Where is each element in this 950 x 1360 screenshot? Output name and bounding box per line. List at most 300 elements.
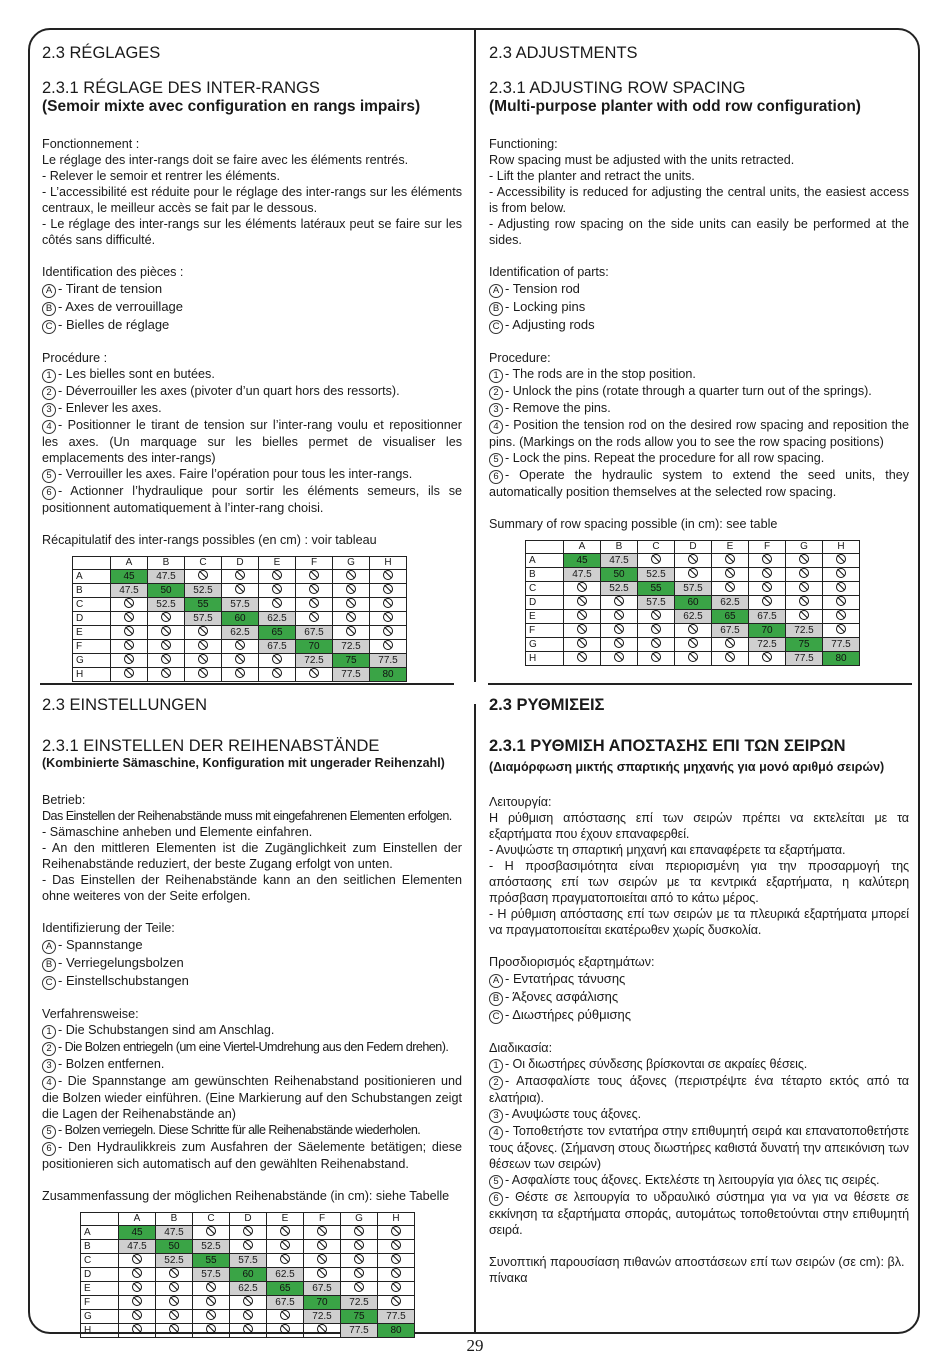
table-row bbox=[526, 624, 860, 638]
part-label: - Spannstange bbox=[58, 937, 143, 952]
functioning-line: - Relever le semoir et rentrer les éléments. bbox=[42, 169, 280, 183]
table-cell-unavailable bbox=[341, 1240, 378, 1254]
table-row bbox=[526, 554, 860, 568]
part-item bbox=[42, 316, 462, 334]
table-row-header: A bbox=[73, 570, 111, 584]
table-column-header: B bbox=[156, 1213, 193, 1226]
prohibited-icon bbox=[317, 1240, 327, 1250]
prohibited-icon bbox=[124, 612, 134, 622]
table-cell-possible: 62.5 bbox=[222, 626, 259, 640]
functioning-line: Le réglage des inter-rangs doit se faire avec les éléments rentrés. bbox=[42, 153, 409, 167]
procedure-step bbox=[489, 450, 909, 467]
procedure-step-text: - Operate the hydraulic system to extend the seed units, they automatically position themselves at the selected row spacing. bbox=[489, 468, 909, 499]
table-cell-unavailable bbox=[259, 668, 296, 682]
table-cell-unavailable bbox=[675, 554, 712, 568]
table-cell-unavailable bbox=[638, 638, 675, 652]
prohibited-icon bbox=[688, 624, 698, 634]
table-column-header: C bbox=[638, 541, 675, 554]
prohibited-icon bbox=[235, 668, 245, 678]
circled-number-icon: 4 bbox=[489, 1126, 503, 1140]
table-cell-unavailable bbox=[119, 1268, 156, 1282]
table-corner-cell bbox=[526, 541, 564, 554]
procedure-step bbox=[489, 1123, 909, 1172]
prohibited-icon bbox=[577, 596, 587, 606]
table-cell-unavailable bbox=[185, 640, 222, 654]
section-german bbox=[42, 696, 462, 1338]
table-row bbox=[81, 1226, 415, 1240]
table-cell-unavailable bbox=[378, 1268, 415, 1282]
prohibited-icon bbox=[235, 584, 245, 594]
table-cell-unavailable bbox=[230, 1296, 267, 1310]
prohibited-icon bbox=[132, 1282, 142, 1292]
table-cell-unavailable bbox=[119, 1296, 156, 1310]
table-cell-possible: 77.5 bbox=[333, 668, 370, 682]
table-cell-unavailable bbox=[341, 1268, 378, 1282]
prohibited-icon bbox=[799, 554, 809, 564]
configuration-heading: (Multi-purpose planter with odd row configuration) bbox=[489, 98, 861, 115]
table-cell-possible: 47.5 bbox=[148, 570, 185, 584]
table-cell-unavailable bbox=[370, 570, 407, 584]
table-cell-possible: 57.5 bbox=[185, 612, 222, 626]
prohibited-icon bbox=[280, 1324, 290, 1334]
prohibited-icon bbox=[391, 1226, 401, 1236]
table-cell-unavailable bbox=[786, 596, 823, 610]
table-cell-possible: 77.5 bbox=[370, 654, 407, 668]
table-cell-unavailable bbox=[156, 1282, 193, 1296]
table-column-header: G bbox=[333, 557, 370, 570]
table-column-header: D bbox=[675, 541, 712, 554]
table-column-header: E bbox=[712, 541, 749, 554]
prohibited-icon bbox=[124, 668, 134, 678]
circled-number-icon: 6 bbox=[489, 1192, 503, 1206]
circled-number-icon: 6 bbox=[42, 1142, 56, 1156]
table-cell-possible: 77.5 bbox=[378, 1310, 415, 1324]
table-cell-unavailable bbox=[675, 638, 712, 652]
table-row bbox=[81, 1254, 415, 1268]
functioning-label: Fonctionnement : bbox=[42, 137, 140, 151]
prohibited-icon bbox=[235, 654, 245, 664]
procedure-step-text: - Enlever les axes. bbox=[58, 401, 162, 415]
table-cell-possible: 52.5 bbox=[601, 582, 638, 596]
prohibited-icon bbox=[383, 640, 393, 650]
procedure-step-text: - Die Schubstangen sind am Anschlag. bbox=[58, 1023, 275, 1037]
prohibited-icon bbox=[280, 1226, 290, 1236]
procedure-step-text: - Die Bolzen entriegeln (um eine Viertel-Umdrehung aus den Federn drehen). bbox=[58, 1040, 449, 1054]
table-cell-unavailable bbox=[712, 568, 749, 582]
table-row-header: D bbox=[526, 596, 564, 610]
table-cell-possible: 62.5 bbox=[259, 612, 296, 626]
procedure-steps bbox=[489, 1056, 909, 1238]
table-cell-recommended: 50 bbox=[601, 568, 638, 582]
table-cell-possible: 62.5 bbox=[712, 596, 749, 610]
table-cell-unavailable bbox=[333, 626, 370, 640]
section-french bbox=[42, 44, 462, 682]
circled-number-icon: 3 bbox=[42, 1059, 56, 1073]
circled-number-icon: 2 bbox=[489, 1076, 503, 1090]
table-column-header: B bbox=[601, 541, 638, 554]
prohibited-icon bbox=[198, 654, 208, 664]
prohibited-icon bbox=[346, 612, 356, 622]
prohibited-icon bbox=[206, 1226, 216, 1236]
prohibited-icon bbox=[132, 1296, 142, 1306]
prohibited-icon bbox=[272, 584, 282, 594]
circled-number-icon: 1 bbox=[42, 1025, 56, 1039]
table-cell-unavailable bbox=[185, 626, 222, 640]
table-cell-possible: 47.5 bbox=[156, 1226, 193, 1240]
table-cell-unavailable bbox=[267, 1226, 304, 1240]
prohibited-icon bbox=[206, 1282, 216, 1292]
table-cell-unavailable bbox=[749, 568, 786, 582]
circled-letter-icon: A bbox=[42, 940, 56, 954]
row-spacing-table bbox=[525, 540, 860, 666]
table-row bbox=[526, 610, 860, 624]
prohibited-icon bbox=[725, 638, 735, 648]
table-column-header: H bbox=[378, 1213, 415, 1226]
part-item bbox=[489, 970, 909, 988]
table-cell-recommended: 45 bbox=[564, 554, 601, 568]
table-row-header: E bbox=[526, 610, 564, 624]
procedure-step-text: - Bolzen verriegeln. Diese Schritte für alle Reihenabstände wiederholen. bbox=[58, 1123, 421, 1137]
configuration-heading: (Διαμόρφωση μικτής σπαρτικής μηχανής για μονό αριθμό σειρών) bbox=[489, 760, 885, 774]
functioning-line: - Η ρύθμιση απόστασης επί των σειρών με τα πλευρικά εξαρτήματα μπορεί να πραγματοποιείται εκατέρωθεν χωρίς δυσκολία. bbox=[489, 907, 909, 937]
circled-letter-icon: B bbox=[489, 992, 503, 1006]
part-item bbox=[489, 280, 909, 298]
part-label: - Bielles de réglage bbox=[58, 317, 170, 332]
table-row bbox=[81, 1310, 415, 1324]
summary-text: Récapitulatif des inter-rangs possibles (en cm) : voir tableau bbox=[42, 533, 377, 547]
prohibited-icon bbox=[354, 1226, 364, 1236]
table-cell-possible: 57.5 bbox=[638, 596, 675, 610]
table-cell-recommended: 60 bbox=[230, 1268, 267, 1282]
table-cell-unavailable bbox=[222, 654, 259, 668]
table-cell-unavailable bbox=[185, 668, 222, 682]
table-cell-unavailable bbox=[111, 640, 148, 654]
procedure-step bbox=[489, 417, 909, 450]
prohibited-icon bbox=[161, 668, 171, 678]
page-number: 29 bbox=[466, 1336, 484, 1355]
prohibited-icon bbox=[309, 584, 319, 594]
table-cell-unavailable bbox=[786, 554, 823, 568]
table-cell-unavailable bbox=[296, 584, 333, 598]
prohibited-icon bbox=[161, 626, 171, 636]
prohibited-icon bbox=[309, 668, 319, 678]
parts-label: Identification des pièces : bbox=[42, 265, 184, 279]
prohibited-icon bbox=[688, 568, 698, 578]
table-cell-unavailable bbox=[111, 654, 148, 668]
table-cell-unavailable bbox=[296, 668, 333, 682]
table-cell-possible: 52.5 bbox=[185, 584, 222, 598]
table-cell-recommended: 55 bbox=[193, 1254, 230, 1268]
procedure-label: Procedure: bbox=[489, 351, 551, 365]
table-cell-unavailable bbox=[148, 654, 185, 668]
circled-number-icon: 1 bbox=[489, 1059, 503, 1073]
table-cell-unavailable bbox=[296, 570, 333, 584]
part-item bbox=[489, 988, 909, 1006]
functioning-text bbox=[42, 152, 462, 248]
prohibited-icon bbox=[688, 652, 698, 662]
procedure-step bbox=[489, 1056, 909, 1073]
table-cell-unavailable bbox=[712, 554, 749, 568]
table-cell-unavailable bbox=[119, 1310, 156, 1324]
table-row bbox=[73, 654, 407, 668]
table-cell-possible: 67.5 bbox=[304, 1282, 341, 1296]
prohibited-icon bbox=[762, 582, 772, 592]
procedure-step-text: - Ασφαλίστε τους άξονες. Εκτελέστε τη λειτουργία για όλες τις σειρές. bbox=[505, 1173, 880, 1187]
functioning-line: - Le réglage des inter-rangs sur les éléments latéraux peut se faire sur les côtés sans difficulté. bbox=[42, 217, 462, 247]
table-row-header: B bbox=[526, 568, 564, 582]
prohibited-icon bbox=[346, 584, 356, 594]
circled-number-icon: 5 bbox=[489, 453, 503, 467]
table-row bbox=[526, 652, 860, 666]
procedure-label: Verfahrensweise: bbox=[42, 1007, 139, 1021]
circled-number-icon: 3 bbox=[489, 1109, 503, 1123]
prohibited-icon bbox=[614, 610, 624, 620]
table-cell-possible: 52.5 bbox=[148, 598, 185, 612]
section-divider-left bbox=[40, 683, 454, 685]
section-title: 2.3 RÉGLAGES bbox=[42, 44, 161, 62]
prohibited-icon bbox=[836, 624, 846, 634]
circled-number-icon: 6 bbox=[489, 470, 503, 484]
table-cell-possible: 67.5 bbox=[267, 1296, 304, 1310]
circled-number-icon: 1 bbox=[42, 369, 56, 383]
table-cell-unavailable bbox=[749, 596, 786, 610]
procedure-step bbox=[42, 1139, 462, 1172]
prohibited-icon bbox=[198, 668, 208, 678]
circled-number-icon: 4 bbox=[42, 420, 56, 434]
prohibited-icon bbox=[836, 596, 846, 606]
circled-number-icon: 3 bbox=[42, 403, 56, 417]
procedure-label: Διαδικασία: bbox=[489, 1041, 553, 1055]
functioning-text bbox=[489, 152, 909, 248]
table-cell-unavailable bbox=[823, 582, 860, 596]
table-row-header: E bbox=[73, 626, 111, 640]
prohibited-icon bbox=[614, 638, 624, 648]
table-cell-unavailable bbox=[148, 640, 185, 654]
table-cell-unavailable bbox=[267, 1240, 304, 1254]
table-row-header: G bbox=[73, 654, 111, 668]
prohibited-icon bbox=[688, 554, 698, 564]
circled-number-icon: 5 bbox=[489, 1175, 503, 1189]
functioning-line: - Lift the planter and retract the units. bbox=[489, 169, 695, 183]
table-cell-recommended: 65 bbox=[267, 1282, 304, 1296]
table-cell-recommended: 70 bbox=[296, 640, 333, 654]
table-cell-unavailable bbox=[749, 582, 786, 596]
table-column-header: G bbox=[786, 541, 823, 554]
prohibited-icon bbox=[799, 610, 809, 620]
circled-number-icon: 2 bbox=[42, 386, 56, 400]
table-cell-unavailable bbox=[370, 598, 407, 612]
section-title: 2.3 ADJUSTMENTS bbox=[489, 44, 638, 62]
procedure-step-text: - Οι διωστήρες σύνδεσης βρίσκονται σε ακραίες θέσεις. bbox=[505, 1057, 808, 1071]
prohibited-icon bbox=[346, 570, 356, 580]
table-row bbox=[526, 638, 860, 652]
table-cell-possible: 57.5 bbox=[230, 1254, 267, 1268]
configuration-heading: (Semoir mixte avec configuration en rangs impairs) bbox=[42, 98, 421, 115]
table-cell-unavailable bbox=[304, 1268, 341, 1282]
circled-letter-icon: A bbox=[42, 284, 56, 298]
procedure-step bbox=[42, 366, 462, 383]
prohibited-icon bbox=[383, 584, 393, 594]
prohibited-icon bbox=[317, 1254, 327, 1264]
procedure-step bbox=[489, 400, 909, 417]
circled-letter-icon: C bbox=[489, 1010, 503, 1024]
table-cell-possible: 72.5 bbox=[296, 654, 333, 668]
part-label: - Axes de verrouillage bbox=[58, 299, 184, 314]
table-cell-possible: 47.5 bbox=[601, 554, 638, 568]
procedure-step-text: - Remove the pins. bbox=[505, 401, 611, 415]
circled-number-icon: 4 bbox=[42, 1076, 56, 1090]
column-divider-bottom bbox=[474, 704, 476, 1332]
procedure-step-text: - Position the tension rod on the desired row spacing and reposition the pins. (Markings on the rods allow you to see the row spacing positions) bbox=[489, 418, 909, 449]
prohibited-icon bbox=[280, 1310, 290, 1320]
table-cell-unavailable bbox=[564, 638, 601, 652]
prohibited-icon bbox=[272, 654, 282, 664]
table-cell-unavailable bbox=[185, 654, 222, 668]
prohibited-icon bbox=[243, 1226, 253, 1236]
table-row-header: F bbox=[81, 1296, 119, 1310]
part-label: - Διωστήρες ρύθμισης bbox=[505, 1007, 632, 1022]
table-cell-unavailable bbox=[564, 596, 601, 610]
table-row bbox=[73, 598, 407, 612]
part-label: - Adjusting rods bbox=[505, 317, 595, 332]
table-cell-recommended: 75 bbox=[333, 654, 370, 668]
table-cell-possible: 72.5 bbox=[341, 1296, 378, 1310]
table-cell-unavailable bbox=[823, 554, 860, 568]
procedure-step bbox=[42, 1122, 462, 1139]
table-cell-unavailable bbox=[786, 582, 823, 596]
prohibited-icon bbox=[354, 1282, 364, 1292]
procedure-step bbox=[42, 417, 462, 466]
prohibited-icon bbox=[309, 598, 319, 608]
table-cell-unavailable bbox=[156, 1310, 193, 1324]
table-cell-unavailable bbox=[230, 1240, 267, 1254]
table-cell-unavailable bbox=[111, 626, 148, 640]
circled-number-icon: 4 bbox=[489, 420, 503, 434]
table-cell-unavailable bbox=[156, 1296, 193, 1310]
table-cell-unavailable bbox=[148, 626, 185, 640]
table-cell-unavailable bbox=[296, 612, 333, 626]
prohibited-icon bbox=[161, 654, 171, 664]
procedure-step-text: - Den Hydraulikkreis zum Ausfahren der Säelemente betätigen; diese positionieren sich automatisch auf den gewählten Reihenabstand. bbox=[42, 1140, 462, 1171]
section-divider-right bbox=[488, 683, 912, 685]
table-cell-unavailable bbox=[712, 582, 749, 596]
table-cell-unavailable bbox=[601, 596, 638, 610]
table-cell-possible: 72.5 bbox=[786, 624, 823, 638]
part-label: - Tension rod bbox=[505, 281, 580, 296]
procedure-step-text: - Bolzen entfernen. bbox=[58, 1057, 165, 1071]
table-cell-unavailable bbox=[638, 554, 675, 568]
table-row-header: G bbox=[526, 638, 564, 652]
table-row-header: B bbox=[73, 584, 111, 598]
section-subtitle: 2.3.1 ADJUSTING ROW SPACING bbox=[489, 79, 746, 97]
procedure-step-text: - The rods are in the stop position. bbox=[505, 367, 696, 381]
procedure-step bbox=[42, 400, 462, 417]
prohibited-icon bbox=[391, 1268, 401, 1278]
table-cell-recommended: 55 bbox=[638, 582, 675, 596]
table-cell-possible: 47.5 bbox=[564, 568, 601, 582]
section-english bbox=[489, 44, 909, 666]
circled-number-icon: 1 bbox=[489, 369, 503, 383]
prohibited-icon bbox=[206, 1310, 216, 1320]
section-subtitle: 2.3.1 ΡΥΘΜΙΣΗ ΑΠΟΣΤΑΣΗΣ ΕΠΙ ΤΩΝ ΣΕΙΡΩΝ bbox=[489, 737, 846, 755]
table-cell-unavailable bbox=[675, 624, 712, 638]
prohibited-icon bbox=[725, 652, 735, 662]
table-cell-unavailable bbox=[823, 596, 860, 610]
prohibited-icon bbox=[799, 568, 809, 578]
parts-label: Identification of parts: bbox=[489, 265, 609, 279]
table-cell-unavailable bbox=[638, 652, 675, 666]
table-cell-possible: 77.5 bbox=[823, 638, 860, 652]
table-row-header: F bbox=[73, 640, 111, 654]
configuration-heading: (Kombinierte Sämaschine, Konfiguration mit ungerader Reihenzahl) bbox=[42, 756, 445, 770]
spacing-table-container bbox=[72, 556, 462, 682]
table-cell-unavailable bbox=[230, 1310, 267, 1324]
table-row bbox=[81, 1282, 415, 1296]
circled-letter-icon: B bbox=[489, 302, 503, 316]
procedure-step bbox=[42, 483, 462, 516]
table-row-header: H bbox=[81, 1324, 119, 1338]
prohibited-icon bbox=[577, 638, 587, 648]
table-column-header: A bbox=[111, 557, 148, 570]
table-cell-possible: 57.5 bbox=[193, 1268, 230, 1282]
table-cell-unavailable bbox=[259, 570, 296, 584]
prohibited-icon bbox=[346, 598, 356, 608]
table-row bbox=[526, 596, 860, 610]
prohibited-icon bbox=[235, 570, 245, 580]
prohibited-icon bbox=[124, 640, 134, 650]
prohibited-icon bbox=[725, 582, 735, 592]
table-cell-recommended: 60 bbox=[675, 596, 712, 610]
table-corner-cell bbox=[81, 1213, 119, 1226]
circled-letter-icon: A bbox=[489, 974, 503, 988]
section-subtitle: 2.3.1 RÉGLAGE DES INTER-RANGS bbox=[42, 79, 320, 97]
table-column-header: G bbox=[341, 1213, 378, 1226]
table-cell-unavailable bbox=[259, 654, 296, 668]
prohibited-icon bbox=[614, 652, 624, 662]
table-cell-unavailable bbox=[378, 1226, 415, 1240]
part-item bbox=[42, 280, 462, 298]
prohibited-icon bbox=[280, 1240, 290, 1250]
table-cell-recommended: 75 bbox=[786, 638, 823, 652]
table-cell-unavailable bbox=[111, 598, 148, 612]
part-label: - Εντατήρας τάνυσης bbox=[505, 971, 626, 986]
prohibited-icon bbox=[235, 640, 245, 650]
table-cell-unavailable bbox=[119, 1254, 156, 1268]
prohibited-icon bbox=[577, 610, 587, 620]
prohibited-icon bbox=[577, 652, 587, 662]
prohibited-icon bbox=[725, 568, 735, 578]
procedure-step bbox=[42, 1039, 462, 1056]
table-cell-unavailable bbox=[823, 624, 860, 638]
table-cell-unavailable bbox=[193, 1296, 230, 1310]
row-spacing-table bbox=[80, 1212, 415, 1338]
procedure-step bbox=[489, 467, 909, 500]
procedure-step bbox=[42, 1073, 462, 1122]
prohibited-icon bbox=[651, 554, 661, 564]
table-cell-possible: 77.5 bbox=[786, 652, 823, 666]
table-cell-unavailable bbox=[333, 598, 370, 612]
table-cell-unavailable bbox=[222, 570, 259, 584]
table-column-header: H bbox=[823, 541, 860, 554]
table-cell-unavailable bbox=[333, 584, 370, 598]
table-column-header: A bbox=[119, 1213, 156, 1226]
procedure-label: Procédure : bbox=[42, 351, 108, 365]
prohibited-icon bbox=[836, 554, 846, 564]
functioning-line: Das Einstellen der Reihenabstände muss mit eingefahrenen Elementen erfolgen. bbox=[42, 809, 452, 823]
table-cell-possible: 72.5 bbox=[749, 638, 786, 652]
table-cell-unavailable bbox=[786, 610, 823, 624]
part-item bbox=[42, 936, 462, 954]
